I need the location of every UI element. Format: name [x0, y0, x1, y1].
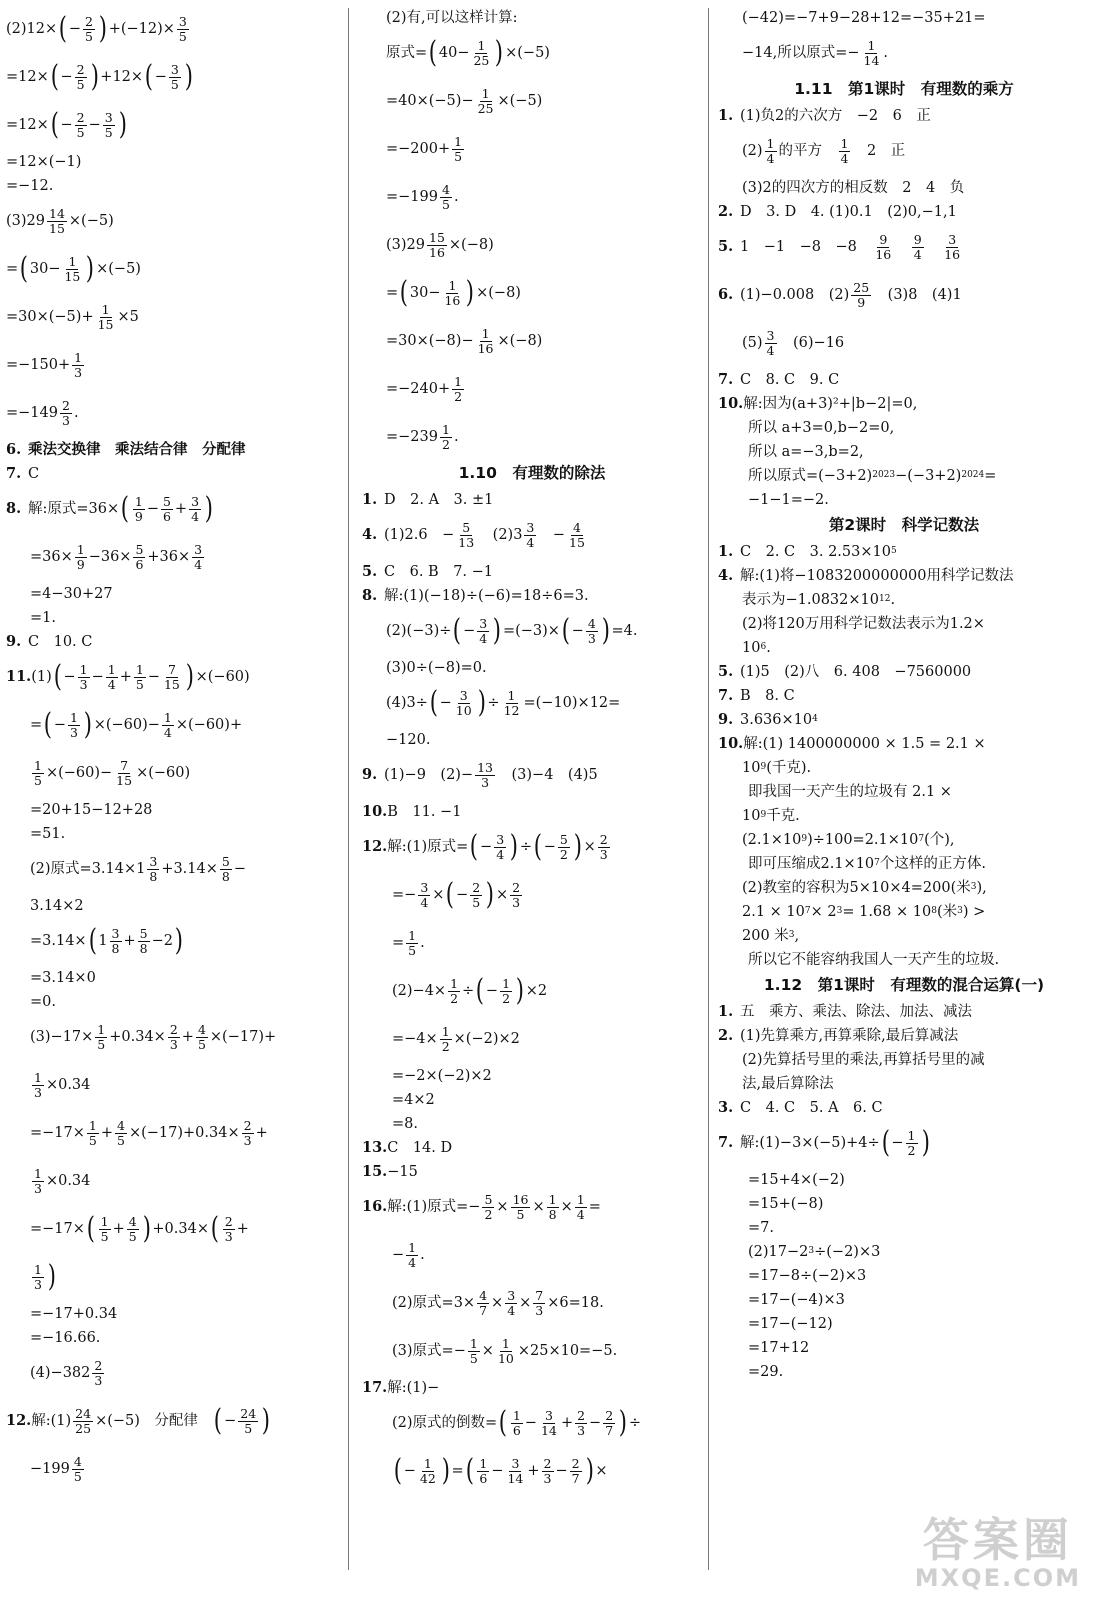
question-1: 1. C 2. C 3. 2.53×10 5 — [718, 542, 897, 560]
question-8: 8. 解:原式=36× ( 1 9 − 5 6 + 3 4 ) — [6, 491, 213, 526]
math-line: =−16.66. — [30, 1329, 101, 1346]
math-line: 即我国一天产生的垃圾有 2.1 × — [748, 783, 952, 800]
math-line: (2)教室的容积为5×10×4=200(米 3 ), — [742, 879, 987, 896]
question-4: 4. (1)2.6 − $\frac{5}{13}$ (2)3 3 4 − $\frac{4}{15}$ — [362, 520, 585, 550]
math-line: =−17× $\frac{1}{5}$ + $\frac{4}{5}$ ×(−17)+0.34× $\frac{2}{3}$ + — [30, 1118, 268, 1148]
math-line: =−2×(−2)×2 — [392, 1067, 492, 1084]
question-10: 10. B 11. −1 — [362, 802, 462, 820]
math-line: =−4× $\frac{1}{2}$ ×(−2)×2 — [392, 1024, 520, 1054]
math-line: −120. — [386, 731, 431, 748]
math-line: =17−8÷(−2)×3 — [748, 1267, 867, 1284]
column-divider-2 — [708, 8, 709, 1570]
math-line: =20+15−12+28 — [30, 801, 153, 818]
math-line: −14,所以原式=− $\frac{1}{14}$ . — [742, 38, 889, 68]
math-line: (2.1×10 9 )÷100=2.1×10 7 (个), — [742, 831, 955, 848]
math-line: (3)原式=− $\frac{1}{5}$ × $\frac{1}{10}$ ×25×10=−5. — [392, 1336, 618, 1366]
math-line: $\frac{1}{3}$ ×0.34 — [34, 1070, 91, 1100]
math-line: =−240+ $\frac{1}{2}$ — [386, 374, 463, 404]
math-line: = ( − 1 3 ) ×(−60)− $\frac{1}{4}$ ×(−60)+ — [30, 707, 243, 742]
watermark-domain: MXQE.COM — [914, 1564, 1081, 1592]
math-line: =15+4×(−2) — [748, 1171, 845, 1188]
question-6: 6. 乘法交换律 乘法结合律 分配律 — [6, 440, 246, 458]
answer-column-2 — [362, 8, 702, 1498]
question-1: 1. D 2. A 3. ±1 — [362, 490, 494, 508]
math-line: =12×(−1) — [6, 153, 82, 170]
math-line: (2)(−3)÷ ( − 3 4 ) =(−3)× ( − 4 3 ) =4. — [386, 613, 638, 648]
math-line: (2)将120万用科学记数法表示为1.2× — [742, 615, 985, 632]
question-7: 7. C — [6, 464, 40, 482]
question-17: 17. 解:(1)− — [362, 1378, 440, 1396]
question-12: 12. 解:(1) $\frac{24}{25}$ ×(−5) 分配律 ( − 24 5 ) — [6, 1403, 271, 1438]
math-line: =−17+0.34 — [30, 1305, 118, 1322]
math-line: =12× ( − 2 5 − 3 5 ) — [6, 107, 127, 142]
math-line: =17+12 — [748, 1339, 810, 1356]
section-heading: 1.11 第1课时 有理数的乘方 — [794, 80, 1014, 99]
math-line: 2.1 × 10 7 × 2 3 = 1.68 × 10 8 (米 3 ) > — [742, 903, 986, 920]
math-line: =−150+ $\frac{1}{3}$ — [6, 350, 83, 380]
question-5: 5. (1)5 (2)八 6. 408 −7560000 — [718, 662, 972, 680]
math-line: (3)29 $\frac{15}{16}$ ×(−8) — [386, 230, 494, 260]
math-line: =3.14×0 — [30, 969, 96, 986]
math-line: =3.14× ( 1 3 8 + 5 8 −2 ) — [30, 923, 183, 958]
question-13: 13. C 14. D — [362, 1138, 453, 1156]
question-16: 16. 解:(1)原式=− $\frac{5}{2}$ × $\frac{16}{5}$ × $\frac{1}{8}$ × $\frac{1}{4}$ = — [362, 1192, 601, 1222]
math-line: = ( 30− $\frac{1}{15}$ ) ×(−5) — [6, 251, 141, 286]
math-line: 10 9 (千克). — [742, 759, 812, 776]
math-line: (2)先算括号里的乘法,再算括号里的减 — [742, 1051, 985, 1068]
math-line: (4)−382 2 3 — [30, 1358, 103, 1388]
math-line: =−199 4 5 . — [386, 182, 459, 212]
question-11: 11. (1) ( − 1 3 − 1 4 + 1 5 − 7 15 ) ×(−60) — [6, 659, 250, 694]
math-line: 即可压缩成2.1×10 7 个这样的正方体. — [748, 855, 987, 872]
math-line: =15+(−8) — [748, 1195, 824, 1212]
question-9: 9. (1)−9 (2)− $\frac{13}{3}$ (3)−4 (4)5 — [362, 760, 598, 790]
math-line: (3)29 $\frac{14}{15}$ ×(−5) — [6, 206, 114, 236]
math-line: 3.14×2 — [30, 897, 84, 914]
math-line: −199 4 5 — [30, 1454, 82, 1484]
question-5: 5. 1 −1 −8 −8 9 16 9 4 3 16 — [718, 232, 961, 262]
math-line: $\frac{1}{5}$ ×(−60)− $\frac{7}{15}$ ×(−60) — [34, 758, 191, 788]
math-line: =12× ( − 2 5 ) +12× ( − 3 5 ) — [6, 59, 193, 94]
question-10: 10. 解:(1) 1400000000 × 1.5 = 2.1 × — [718, 734, 986, 752]
math-line: = ( 30− $\frac{1}{16}$ ) ×(−8) — [386, 275, 521, 310]
section-heading: 1.10 有理数的除法 — [458, 464, 606, 483]
section-heading: 1.12 第1课时 有理数的混合运算(一) — [763, 976, 1045, 995]
math-line: (2)有,可以这样计算: — [386, 9, 518, 26]
math-line: 表示为−1.0832×10 12 . — [742, 591, 896, 608]
math-line: =4×2 — [392, 1091, 435, 1108]
math-line: =17−(−12) — [748, 1315, 833, 1332]
question-4: 4. 解:(1)将−1083200000000用科学记数法 — [718, 566, 1014, 584]
math-line: =17−(−4)×3 — [748, 1291, 845, 1308]
question-7: 7. C 8. C 9. C — [718, 370, 840, 388]
math-line: =−12. — [6, 177, 54, 194]
math-line: (2) 1 4 的平方 1 4 2 正 — [742, 136, 906, 166]
question-7: 7. 解:(1)−3×(−5)+4÷ ( − 1 2 ) — [718, 1125, 930, 1160]
math-line: (4)3÷ ( − 3 10 ) ÷ $\frac{1}{12}$ =(−10)×12= — [386, 685, 621, 720]
math-line: (2)原式=3.14×1 3 8 +3.14× $\frac{5}{8}$ − — [30, 854, 247, 884]
question-5: 5. C 6. B 7. −1 — [362, 562, 494, 580]
math-line: 所以原式=(−3+2) 2023 −(−3+2) 2024 = — [748, 467, 997, 484]
question-2: 2. (1)先算乘方,再算乘除,最后算减法 — [718, 1026, 959, 1044]
question-9: 9. C 10. C — [6, 632, 93, 650]
question-2: 2. D 3. D 4. (1)0.1 (2)0,−1,1 — [718, 202, 957, 220]
math-line: ( − 1 42 ) = ( 1 6 − $\frac{3}{14}$ + $\frac{2}{3}$ − $\frac{2}{7}$ ) × — [393, 1453, 608, 1488]
math-line: $\frac{1}{3}$ ×0.34 — [34, 1166, 91, 1196]
math-line: (2)−4× $\frac{1}{2}$ ÷ ( − 1 2 ) ×2 — [392, 973, 548, 1008]
question-12: 12. 解:(1)原式= ( − 3 4 ) ÷ ( − 5 2 ) × $\frac{2}{3}$ — [362, 829, 608, 864]
math-line: (3)0÷(−8)=0. — [386, 659, 487, 676]
watermark-logo-text: 答案圈 — [922, 1513, 1073, 1567]
site-watermark — [915, 1504, 1081, 1592]
question-8: 8. 解:(1)(−18)÷(−6)=18÷6=3. — [362, 586, 589, 604]
question-3: 3. C 4. C 5. A 6. C — [718, 1098, 883, 1116]
math-line: − $\frac{1}{4}$ . — [392, 1240, 425, 1270]
question-10: 10. 解:因为(a+3)²+|b−2|=0, — [718, 394, 918, 412]
math-line: =1. — [30, 609, 56, 626]
math-line: 1 3 ) — [34, 1259, 56, 1294]
math-line: =−200+ $\frac{1}{5}$ — [386, 134, 463, 164]
math-line: =0. — [30, 993, 56, 1010]
answer-column-1 — [6, 8, 338, 1496]
math-line: =− $\frac{3}{4}$ × ( − 2 5 ) × $\frac{2}{3}$ — [392, 877, 521, 912]
math-line: 所以 a=−3,b=2, — [748, 443, 864, 460]
section-heading: 第2课时 科学记数法 — [828, 516, 980, 535]
math-line: 法,最后算除法 — [742, 1075, 834, 1092]
question-1: 1. 五 乘方、乘法、除法、加法、减法 — [718, 1002, 972, 1020]
math-line: =40×(−5)− $\frac{1}{25}$ ×(−5) — [386, 86, 543, 116]
math-line: 200 米 3 , — [742, 927, 800, 944]
math-line: (2)17−2 3 ÷(−2)×3 — [748, 1243, 881, 1260]
math-line: =30×(−8)− $\frac{1}{16}$ ×(−8) — [386, 326, 543, 356]
math-line: =7. — [748, 1219, 774, 1236]
math-line: (3)−17× $\frac{1}{5}$ +0.34× $\frac{2}{3}$ + $\frac{4}{5}$ ×(−17)+ — [30, 1022, 277, 1052]
math-line: 所以 a+3=0,b−2=0, — [748, 419, 895, 436]
math-line: 原式= ( 40− $\frac{1}{25}$ ) ×(−5) — [386, 35, 550, 70]
question-15: 15. −15 — [362, 1162, 418, 1180]
math-line: =30×(−5)+ $\frac{1}{15}$ ×5 — [6, 302, 139, 332]
math-line: 所以它不能容纳我国人一天产生的垃圾. — [748, 951, 1000, 968]
math-line: 10 9 千克. — [742, 807, 800, 824]
math-line: (3)2的四次方的相反数 2 4 负 — [742, 179, 965, 196]
math-line: =−149 2 3 . — [6, 398, 79, 428]
math-line: (2)原式=3× $\frac{4}{7}$ × $\frac{3}{4}$ × $\frac{7}{3}$ ×6=18. — [392, 1288, 604, 1318]
math-line: =29. — [748, 1363, 784, 1380]
math-line: 10 6 . — [742, 639, 771, 656]
answer-column-3 — [718, 8, 1090, 1386]
question-1: 1. (1)负2的六次方 −2 6 正 — [718, 106, 931, 124]
math-line: −1−1=−2. — [748, 491, 829, 508]
math-line: (2)原式的倒数= ( 1 6 − $\frac{3}{14}$ + $\frac{2}{3}$ − $\frac{2}{7}$ ) ÷ — [392, 1405, 642, 1440]
math-line: = $\frac{1}{5}$ . — [392, 928, 425, 958]
math-line: =8. — [392, 1115, 418, 1132]
math-line: =−17× ( 1 5 + $\frac{4}{5}$ ) +0.34× ( 2 3 + — [30, 1211, 249, 1246]
math-line: =−239 1 2 . — [386, 422, 459, 452]
math-line: (2)12× ( − 2 5 ) +(−12)× $\frac{3}{5}$ — [6, 11, 187, 46]
math-line: (−42)=−7+9−28+12=−35+21= — [742, 9, 986, 26]
question-9: 9. 3.636×10 4 — [718, 710, 818, 728]
math-line: =36× $\frac{1}{9}$ −36× $\frac{5}{6}$ +36× $\frac{3}{4}$ — [30, 542, 203, 572]
math-line: (5) 3 4 (6)−16 — [742, 328, 845, 358]
math-line: =51. — [30, 825, 66, 842]
question-7: 7. B 8. C — [718, 686, 795, 704]
question-6: 6. (1)−0.008 (2) 25 9 (3)8 (4)1 — [718, 280, 962, 310]
column-divider-1 — [348, 8, 349, 1570]
math-line: =4−30+27 — [30, 585, 113, 602]
